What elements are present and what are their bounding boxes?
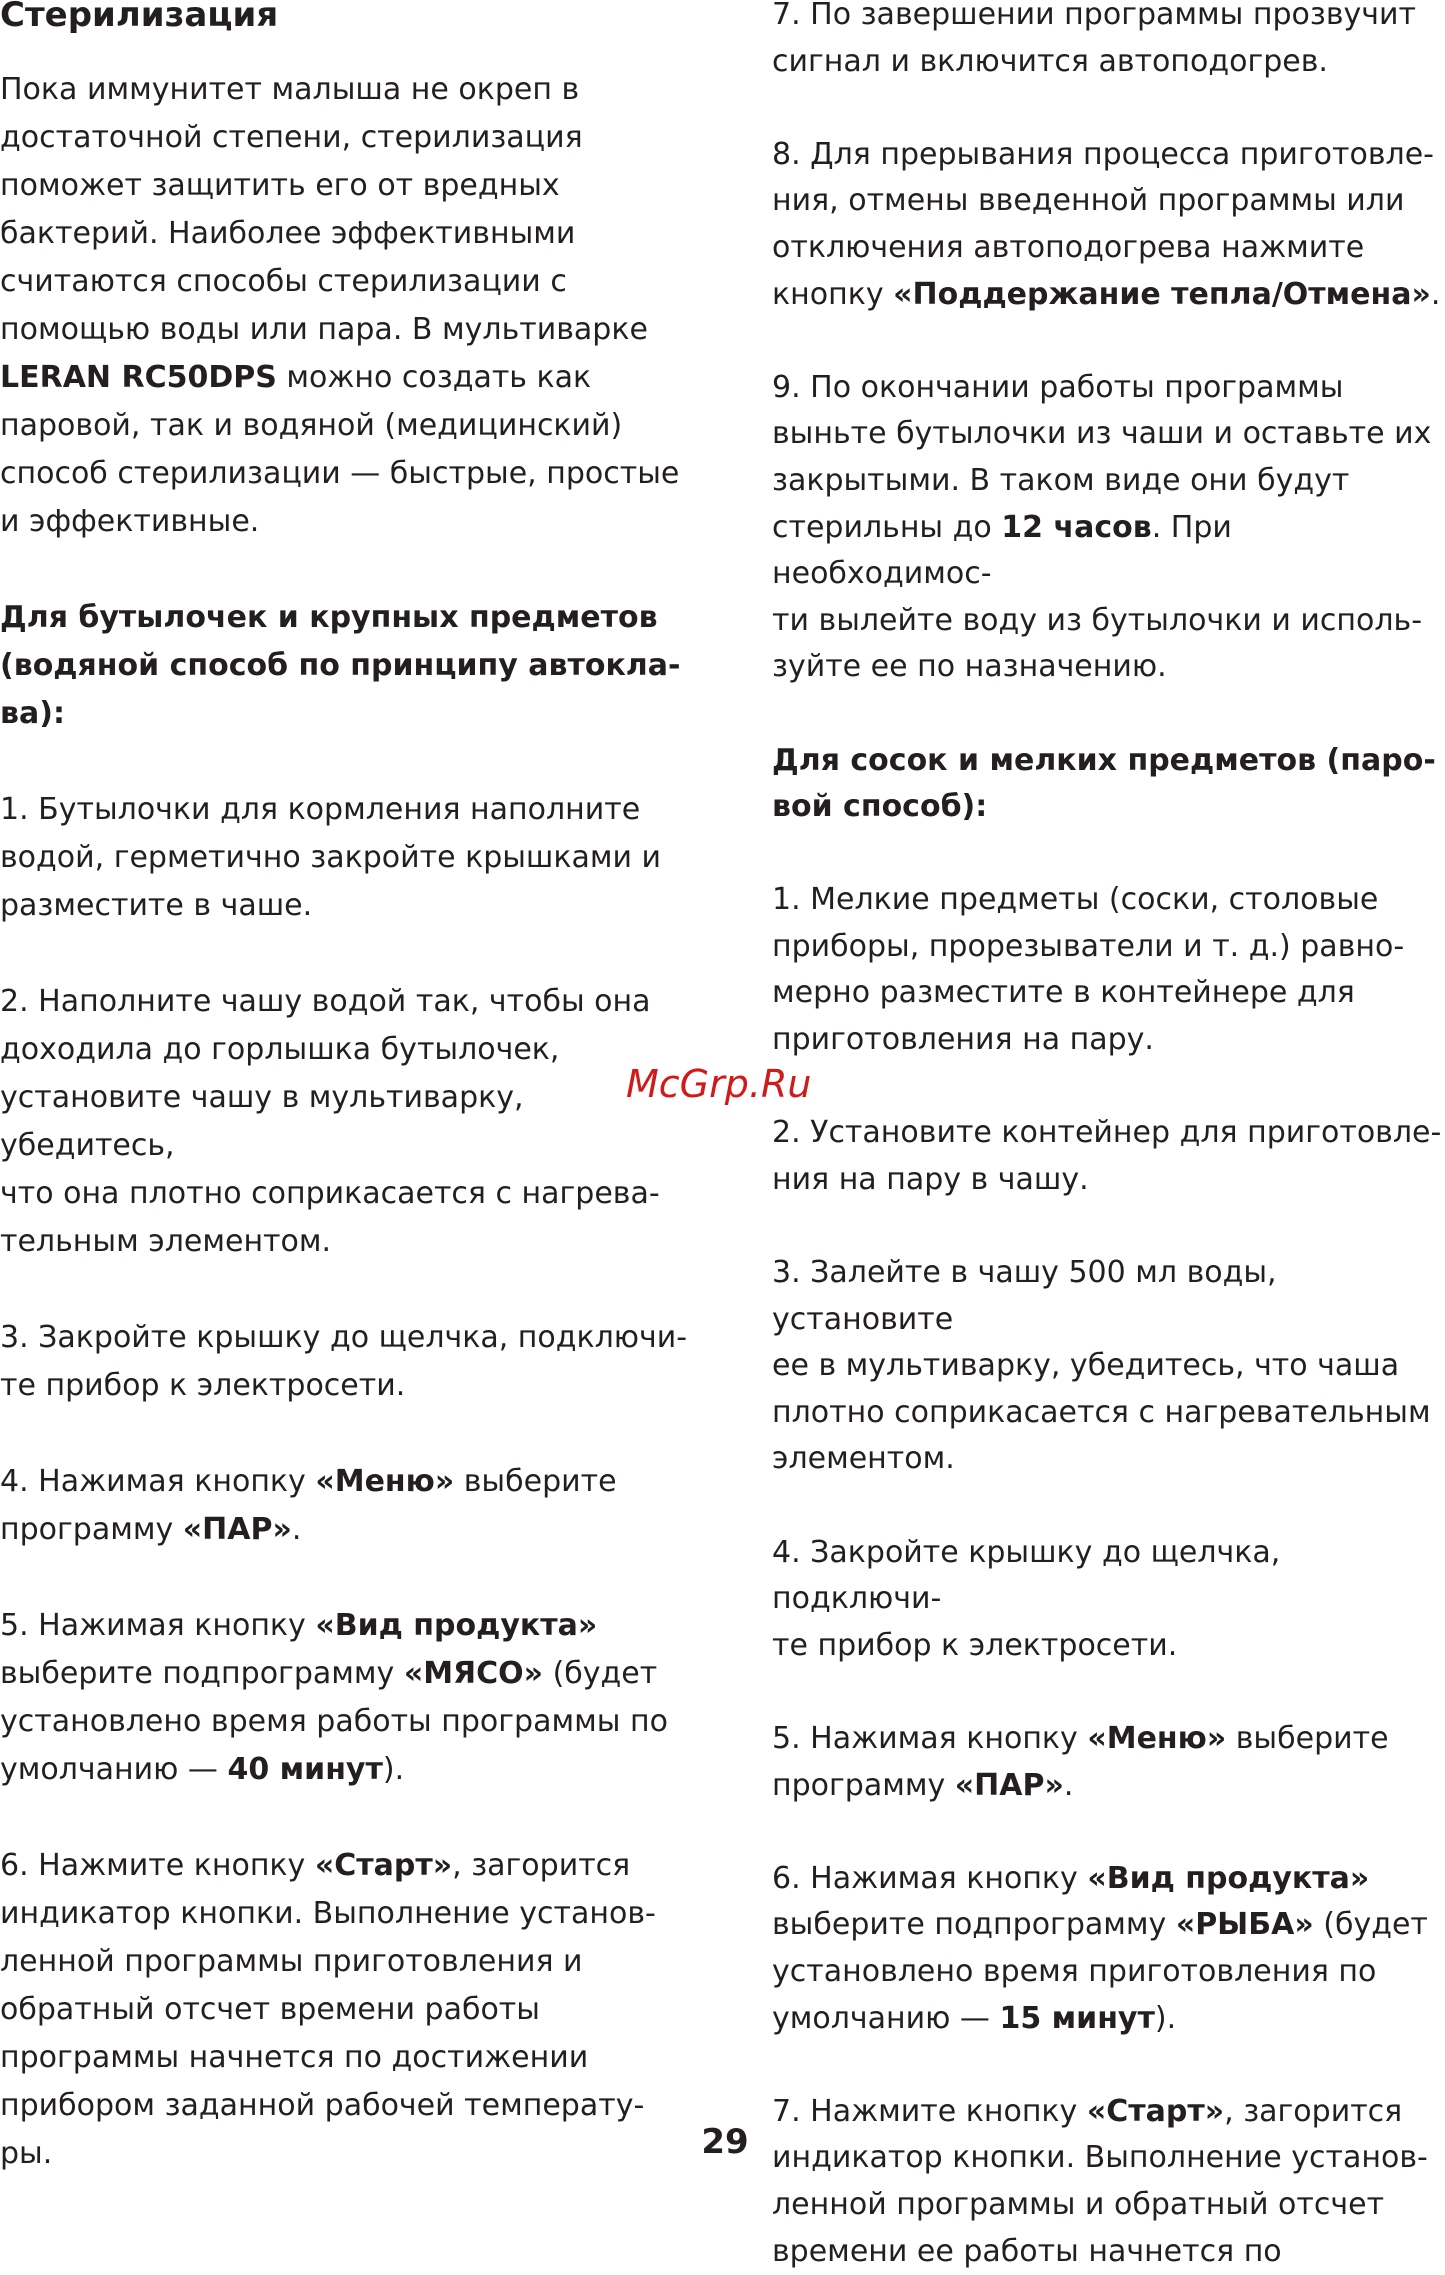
step-8-line: 8. Для прерывания процесса приготовле- (772, 132, 1442, 179)
steam-step-6-line: умолчанию — 15 минут). (772, 1996, 1442, 2043)
section-subheading: вой способ): (772, 784, 1442, 831)
step-2-line: что она плотно соприкасается с нагрева- (0, 1170, 690, 1218)
page-number: 29 (700, 2122, 750, 2162)
intro-line: LERAN RC50DPS можно создать как (0, 354, 690, 402)
steam-step-5-line: программу «ПАР». (772, 1763, 1442, 1810)
steam-step-6-line: 6. Нажимая кнопку «Вид продукта» (772, 1856, 1442, 1903)
steam-step-7-line: ленной программы и обратный отсчет (772, 2182, 1442, 2229)
step-9-line: зуйте ее по назначению. (772, 644, 1442, 691)
steam-step-3-line: 3. Залейте в чашу 500 мл воды, установите (772, 1250, 1442, 1343)
steam-step-4-line: 4. Закройте крышку до щелчка, подключи- (772, 1530, 1442, 1623)
step-9-line: 9. По окончании работы программы (772, 365, 1442, 412)
step-9-line: выньте бутылочки из чаши и оставьте их (772, 411, 1442, 458)
step-2-line: тельным элементом. (0, 1218, 690, 1266)
step-5-line: умолчанию — 40 минут). (0, 1746, 690, 1794)
step-5-line: выберите подпрограмму «МЯСО» (будет (0, 1650, 690, 1698)
intro-line: поможет защитить его от вредных (0, 162, 690, 210)
step-1-line: водой, герметично закройте крышками и (0, 834, 690, 882)
step-2-line: 2. Наполните чашу водой так, чтобы она (0, 978, 690, 1026)
step-8-line: кнопку «Поддержание тепла/Отмена». (772, 272, 1442, 319)
step-6-line: индикатор кнопки. Выполнение установ- (0, 1890, 690, 1938)
step-6-line: обратный отсчет времени работы (0, 1986, 690, 2034)
step-6-line: программы начнется по достижении (0, 2034, 690, 2082)
step-6-line: ленной программы приготовления и (0, 1938, 690, 1986)
step-3-line: те прибор к электросети. (0, 1362, 690, 1410)
steam-step-1-line: 1. Мелкие предметы (соски, столовые (772, 877, 1442, 924)
steam-step-2-line: ния на пару в чашу. (772, 1157, 1442, 1204)
steam-step-4-line: те прибор к электросети. (772, 1623, 1442, 1670)
step-7-line: 7. По завершении программы прозвучит (772, 0, 1442, 39)
section-subheading: Для сосок и мелких предметов (паро- (772, 738, 1442, 785)
step-5-line: установлено время работы программы по (0, 1698, 690, 1746)
intro-line: паровой, так и водяной (медицинский) (0, 402, 690, 450)
intro-line: и эффективные. (0, 498, 690, 546)
intro-line: достаточной степени, стерилизация (0, 114, 690, 162)
step-7-line: сигнал и включится автоподогрев. (772, 39, 1442, 86)
step-6-line: 6. Нажмите кнопку «Старт», загорится (0, 1842, 690, 1890)
steam-step-3-line: элементом. (772, 1436, 1442, 1483)
step-2-line: установите чашу в мультиварку, убедитесь, (0, 1074, 690, 1170)
step-4-line: программу «ПАР». (0, 1506, 690, 1554)
steam-step-2-line: 2. Установите контейнер для приготовле- (772, 1110, 1442, 1157)
step-4-line: 4. Нажимая кнопку «Меню» выберите (0, 1458, 690, 1506)
section-subheading: ва): (0, 690, 690, 738)
step-1-line: 1. Бутылочки для кормления наполните (0, 786, 690, 834)
steam-step-7-line: времени ее работы начнется по (772, 2229, 1442, 2275)
step-5-line: 5. Нажимая кнопку «Вид продукта» (0, 1602, 690, 1650)
intro-line: считаются способы стерилизации с (0, 258, 690, 306)
section-subheading: Для бутылочек и крупных предметов (0, 594, 690, 642)
step-8-line: отключения автоподогрева нажмите (772, 225, 1442, 272)
step-9-line: закрытыми. В таком виде они будут (772, 458, 1442, 505)
brand-name: LERAN RC50DPS (0, 360, 277, 395)
section-subheading: (водяной способ по принципу автокла- (0, 642, 690, 690)
page-title: Стерилизация (0, 0, 690, 36)
steam-step-7-line: 7. Нажмите кнопку «Старт», загорится (772, 2089, 1442, 2136)
step-6-line: ры. (0, 2130, 690, 2178)
steam-step-1-line: мерно разместите в контейнере для (772, 970, 1442, 1017)
left-column (0, 0, 690, 2178)
steam-step-3-line: плотно соприкасается с нагревательным (772, 1390, 1442, 1437)
steam-step-7-line: индикатор кнопки. Выполнение установ- (772, 2135, 1442, 2182)
step-2-line: доходила до горлышка бутылочек, (0, 1026, 690, 1074)
steam-step-1-line: приготовления на пару. (772, 1017, 1442, 1064)
step-6-line: прибором заданной рабочей температу- (0, 2082, 690, 2130)
steam-step-5-line: 5. Нажимая кнопку «Меню» выберите (772, 1716, 1442, 1763)
step-8-line: ния, отмены введенной программы или (772, 178, 1442, 225)
step-1-line: разместите в чаше. (0, 882, 690, 930)
intro-line: бактерий. Наиболее эффективными (0, 210, 690, 258)
intro-line: помощью воды или пара. В мультиварке (0, 306, 690, 354)
step-9-line: ти вылейте воду из бутылочки и исполь- (772, 598, 1442, 645)
steam-step-3-line: ее в мультиварку, убедитесь, что чаша (772, 1343, 1442, 1390)
intro-line: способ стерилизации — быстрые, простые (0, 450, 690, 498)
step-3-line: 3. Закройте крышку до щелчка, подключи- (0, 1314, 690, 1362)
step-9-line: стерильны до 12 часов. При необходимос- (772, 505, 1442, 598)
steam-step-6-line: выберите подпрограмму «РЫБА» (будет (772, 1902, 1442, 1949)
intro-line: Пока иммунитет малыша не окреп в (0, 66, 690, 114)
right-column (772, 0, 1442, 2275)
watermark: McGrp.Ru (626, 1060, 811, 1108)
steam-step-6-line: установлено время приготовления по (772, 1949, 1442, 1996)
steam-step-1-line: приборы, прорезыватели и т. д.) равно- (772, 924, 1442, 971)
